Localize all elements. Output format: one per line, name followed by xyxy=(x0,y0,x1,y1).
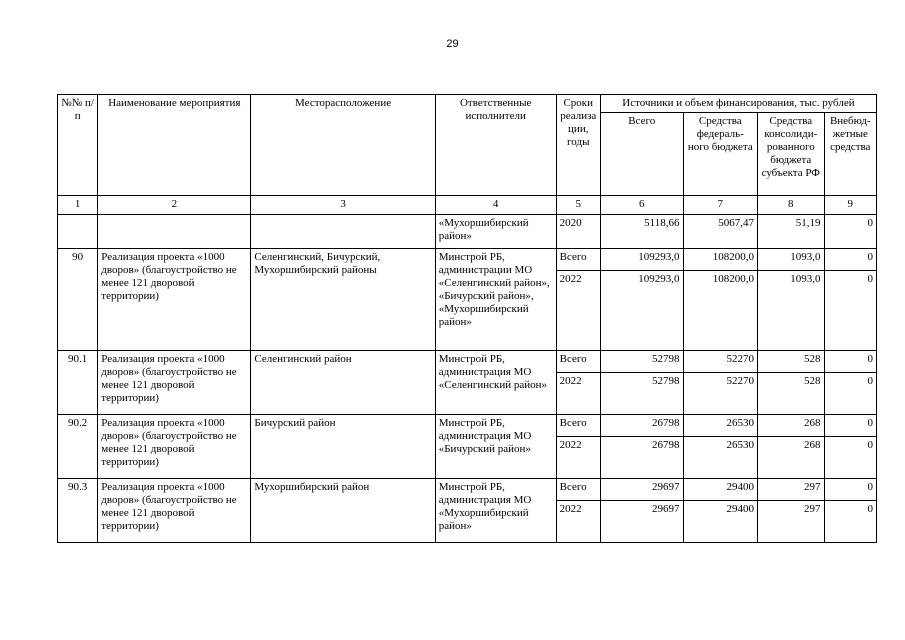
column-number: 3 xyxy=(251,196,435,215)
row-name: Реализация проекта «1000 дворов» (благоустройство не менее 121 дворовой территории) xyxy=(98,249,251,351)
row-regional: 297 xyxy=(758,479,824,501)
table-row xyxy=(58,415,877,437)
row-executors: Минстрой РБ, администрации МО «Селенгинский район», «Бичурский район», «Мухоршибирский район» xyxy=(435,249,556,351)
row-year: Всего xyxy=(556,479,600,501)
table-row xyxy=(58,215,877,249)
header-total: Всего xyxy=(600,113,683,196)
row-executors: «Мухоршибирский район» xyxy=(435,215,556,249)
row-extra: 0 xyxy=(824,249,876,271)
row-num: 90 xyxy=(58,249,98,351)
row-year: Всего xyxy=(556,249,600,271)
column-number-row xyxy=(58,196,877,215)
row-location: Селенгинский район xyxy=(251,351,435,415)
column-number: 6 xyxy=(600,196,683,215)
row-name: Реализация проекта «1000 дворов» (благоустройство не менее 121 дворовой территории) xyxy=(98,415,251,479)
header-years: Сроки реализа ции, годы xyxy=(556,95,600,196)
row-regional: 1093,0 xyxy=(758,249,824,271)
row-total: 26798 xyxy=(600,415,683,437)
row-year: 2022 xyxy=(556,373,600,415)
row-extra: 0 xyxy=(824,479,876,501)
row-federal: 52270 xyxy=(683,351,758,373)
row-year: 2020 xyxy=(556,215,600,249)
row-location: Мухоршибирский район xyxy=(251,479,435,543)
row-name: Реализация проекта «1000 дворов» (благоустройство не менее 121 дворовой территории) xyxy=(98,351,251,415)
row-regional: 528 xyxy=(758,351,824,373)
row-location: Бичурский район xyxy=(251,415,435,479)
row-federal: 108200,0 xyxy=(683,249,758,271)
row-total: 26798 xyxy=(600,437,683,479)
funding-table xyxy=(57,94,877,543)
row-regional: 51,19 xyxy=(758,215,824,249)
header-name: Наименование мероприятия xyxy=(98,95,251,196)
row-extra: 0 xyxy=(824,271,876,351)
row-extra: 0 xyxy=(824,351,876,373)
row-regional: 297 xyxy=(758,501,824,543)
row-executors: Минстрой РБ, администрация МО «Селенгинский район» xyxy=(435,351,556,415)
row-name xyxy=(98,215,251,249)
row-location xyxy=(251,215,435,249)
row-extra: 0 xyxy=(824,501,876,543)
row-executors: Минстрой РБ, администрация МО «Бичурский район» xyxy=(435,415,556,479)
row-federal: 26530 xyxy=(683,415,758,437)
table-row xyxy=(58,479,877,501)
row-total: 109293,0 xyxy=(600,249,683,271)
header-regional: Средства консолиди-рованного бюджета субъекта РФ xyxy=(758,113,824,196)
header-federal: Средства федераль-ного бюджета xyxy=(683,113,758,196)
column-number: 1 xyxy=(58,196,98,215)
row-extra: 0 xyxy=(824,415,876,437)
row-total: 109293,0 xyxy=(600,271,683,351)
table-row xyxy=(58,249,877,271)
row-year: 2022 xyxy=(556,437,600,479)
row-regional: 1093,0 xyxy=(758,271,824,351)
header-num: №№ п/п xyxy=(58,95,98,196)
row-regional: 268 xyxy=(758,415,824,437)
row-total: 29697 xyxy=(600,501,683,543)
header-extra: Внебюд-жетные средства xyxy=(824,113,876,196)
row-executors: Минстрой РБ, администрация МО «Мухоршибирский район» xyxy=(435,479,556,543)
row-total: 52798 xyxy=(600,373,683,415)
row-name: Реализация проекта «1000 дворов» (благоустройство не менее 121 дворовой территории) xyxy=(98,479,251,543)
row-num: 90.2 xyxy=(58,415,98,479)
header-funding: Источники и объем финансирования, тыс. рублей xyxy=(600,95,876,113)
row-regional: 528 xyxy=(758,373,824,415)
header-executors: Ответственные исполнители xyxy=(435,95,556,196)
row-federal: 29400 xyxy=(683,479,758,501)
row-extra: 0 xyxy=(824,215,876,249)
row-year: 2022 xyxy=(556,271,600,351)
row-total: 52798 xyxy=(600,351,683,373)
row-location: Селенгинский, Бичурский, Мухоршибирский районы xyxy=(251,249,435,351)
row-regional: 268 xyxy=(758,437,824,479)
row-num: 90.3 xyxy=(58,479,98,543)
column-number: 8 xyxy=(758,196,824,215)
row-total: 5118,66 xyxy=(600,215,683,249)
table-row xyxy=(58,351,877,373)
row-num xyxy=(58,215,98,249)
column-number: 9 xyxy=(824,196,876,215)
row-federal: 5067,47 xyxy=(683,215,758,249)
row-extra: 0 xyxy=(824,373,876,415)
row-year: Всего xyxy=(556,415,600,437)
row-year: 2022 xyxy=(556,501,600,543)
page-number: 29 xyxy=(446,38,459,50)
row-federal: 52270 xyxy=(683,373,758,415)
row-total: 29697 xyxy=(600,479,683,501)
row-federal: 26530 xyxy=(683,437,758,479)
column-number: 2 xyxy=(98,196,251,215)
row-extra: 0 xyxy=(824,437,876,479)
row-federal: 108200,0 xyxy=(683,271,758,351)
header-location: Месторасположение xyxy=(251,95,435,196)
column-number: 4 xyxy=(435,196,556,215)
column-number: 5 xyxy=(556,196,600,215)
row-federal: 29400 xyxy=(683,501,758,543)
row-year: Всего xyxy=(556,351,600,373)
column-number: 7 xyxy=(683,196,758,215)
row-num: 90.1 xyxy=(58,351,98,415)
